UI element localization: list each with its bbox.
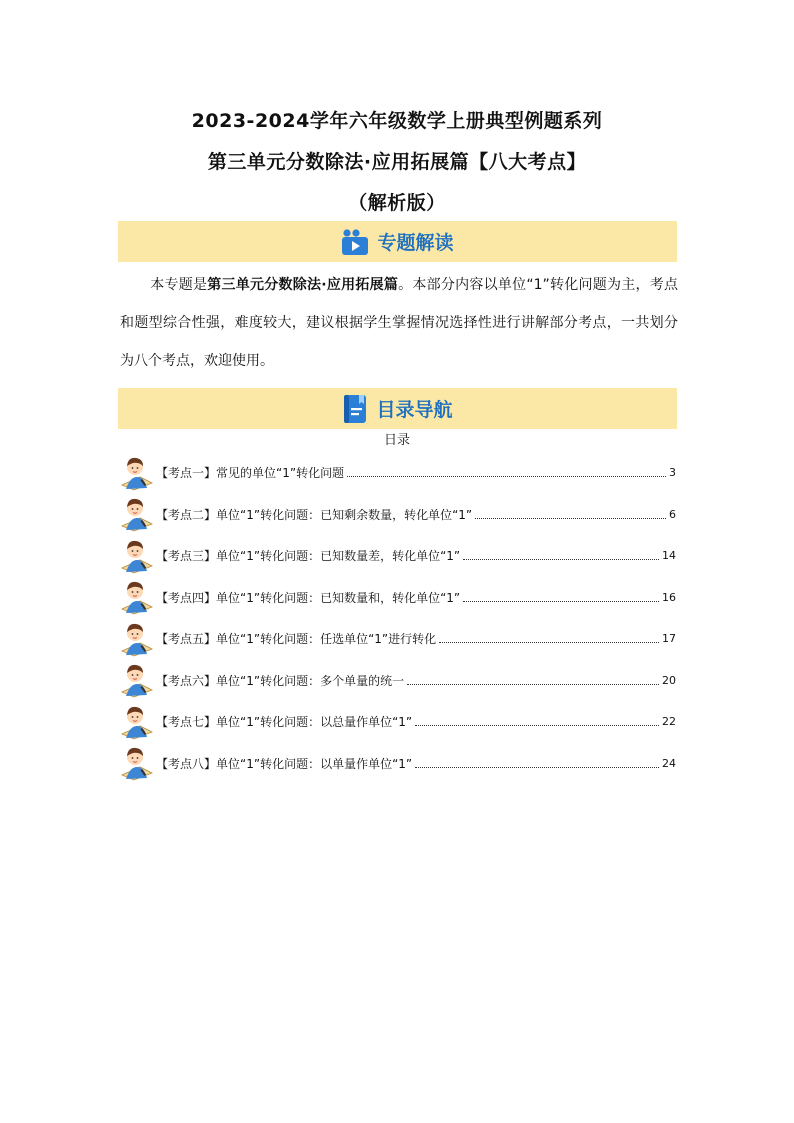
toc-entry-page: 24 [662, 756, 676, 770]
table-of-contents [120, 452, 676, 784]
toc-entry-page: 22 [662, 715, 676, 729]
toc-entry-page: 14 [662, 549, 676, 563]
intro-text-lead: 本专题是 [150, 277, 208, 293]
student-avatar-icon [120, 496, 154, 532]
toc-entry-page: 16 [662, 590, 676, 604]
nav-section-title: 目录导航 [376, 399, 453, 421]
intro-text-rest: 。本部分内容以单位“1”转化问题为主，考点和题型综合性强，难度较大，建议根据学生掌握情况选择性进行讲解部分考点，一共划分为八个考点，欢迎使用。 [120, 277, 678, 369]
toc-title: 日录 [383, 433, 410, 448]
toc-leader-dots [475, 518, 666, 519]
intro-text-bold: 第三单元分数除法·应用拓展篇 [207, 277, 399, 293]
toc-leader-dots [415, 725, 659, 726]
toc-leader-dots [407, 684, 659, 685]
toc-entry[interactable] [120, 535, 676, 577]
toc-entry-label: 【考点三】单位“1”转化问题：已知数量差，转化单位“1” [156, 549, 461, 564]
toc-entry-page: 3 [669, 466, 676, 480]
toc-entry-label: 【考点二】单位“1”转化问题：已知剩余数量，转化单位“1” [156, 507, 473, 522]
student-avatar-icon [120, 538, 154, 574]
toc-entry-page: 6 [669, 507, 676, 521]
toc-entry[interactable] [120, 743, 676, 785]
video-icon [341, 228, 371, 256]
toc-entry-page: 17 [662, 632, 676, 646]
toc-entry-label: 【考点一】常见的单位“1”转化问题 [156, 466, 345, 481]
document-title-line1: 2023-2024学年六年级数学上册典型例题系列 [191, 110, 603, 132]
toc-entry-label: 【考点五】单位“1”转化问题：任选单位“1”进行转化 [156, 632, 437, 647]
toc-entry-label: 【考点八】单位“1”转化问题：以单量作单位“1” [156, 756, 413, 771]
intro-section-header [118, 221, 677, 262]
toc-entry[interactable] [120, 660, 676, 702]
student-avatar-icon [120, 704, 154, 740]
intro-section-title: 专题解读 [377, 232, 454, 254]
document-title-line3: （解析版） [348, 192, 446, 214]
student-avatar-icon [120, 455, 154, 491]
student-avatar-icon [120, 579, 154, 615]
student-avatar-icon [120, 745, 154, 781]
toc-leader-dots [463, 601, 659, 602]
toc-leader-dots [415, 767, 659, 768]
toc-entry-label: 【考点七】单位“1”转化问题：以总量作单位“1” [156, 715, 413, 730]
book-icon [342, 394, 370, 424]
toc-entry-label: 【考点六】单位“1”转化问题：多个单量的统一 [156, 673, 405, 688]
toc-leader-dots [463, 559, 659, 560]
toc-entry-page: 20 [662, 673, 676, 687]
toc-entry[interactable] [120, 452, 676, 494]
toc-entry[interactable] [120, 701, 676, 743]
nav-section-header [118, 388, 677, 429]
intro-paragraph [120, 266, 678, 380]
student-avatar-icon [120, 662, 154, 698]
toc-entry-label: 【考点四】单位“1”转化问题：已知数量和，转化单位“1” [156, 590, 461, 605]
toc-leader-dots [439, 642, 659, 643]
document-title-line2: 第三单元分数除法·应用拓展篇【八大考点】 [207, 151, 587, 173]
toc-entry[interactable] [120, 577, 676, 619]
toc-entry[interactable] [120, 494, 676, 536]
student-avatar-icon [120, 621, 154, 657]
toc-leader-dots [347, 476, 666, 477]
toc-entry[interactable] [120, 618, 676, 660]
